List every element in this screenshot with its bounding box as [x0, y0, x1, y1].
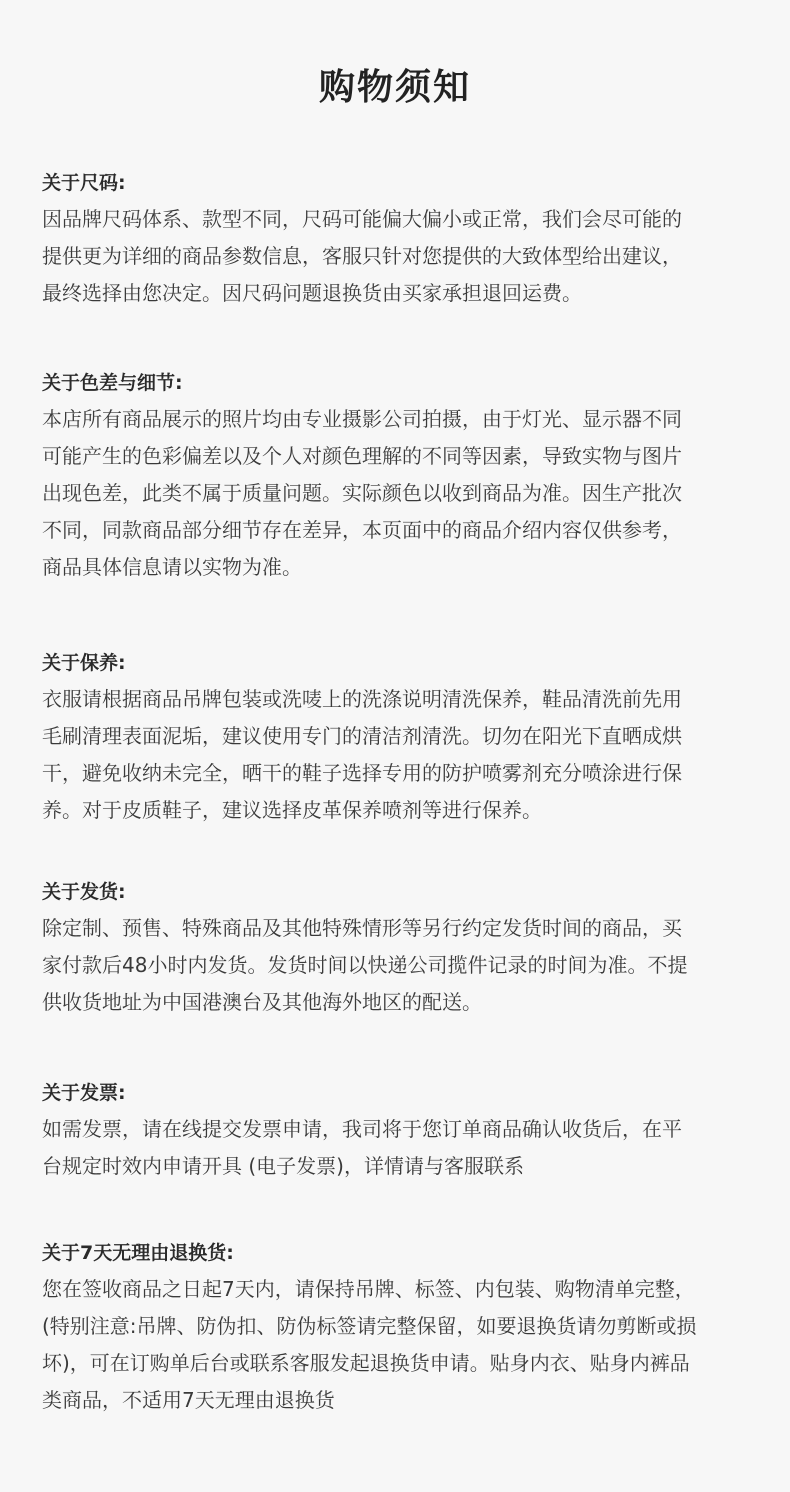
section-heading-care: 关于保养: [42, 652, 126, 674]
paragraph-line: (特别注意:吊牌、防伪扣、防伪标签请完整保留，如要退换货请勿剪断或损 [42, 1314, 697, 1338]
section-invoice [42, 1077, 758, 1185]
paragraph-line: 提供更为详细的商品参数信息，客服只针对您提供的大致体型给出建议， [42, 244, 682, 268]
section-seven-day-return [42, 1237, 758, 1419]
section-heading-size: 关于尺码: [42, 172, 126, 194]
paragraph-line: 坏)，可在订购单后台或联系客服发起退换货申请。贴身内衣、贴身内裤品 [42, 1351, 690, 1375]
paragraph-line: 类商品，不适用7天无理由退换货 [42, 1388, 335, 1412]
paragraph-line: 家付款后48小时内发货。发货时间以快递公司揽件记录的时间为准。不提 [42, 953, 688, 977]
paragraph-line: 除定制、预售、特殊商品及其他特殊情形等另行约定发货时间的商品，买 [42, 916, 682, 940]
paragraph-line: 台规定时效内申请开具 (电子发票)，详情请与客服联系 [42, 1154, 524, 1178]
section-body-care [42, 681, 758, 829]
paragraph-line: 您在签收商品之日起7天内，请保持吊牌、标签、内包装、购物清单完整， [42, 1277, 695, 1301]
paragraph-line: 不同，同款商品部分细节存在差异，本页面中的商品介绍内容仅供参考， [42, 518, 682, 542]
paragraph-line: 干，避免收纳未完全，晒干的鞋子选择专用的防护喷雾剂充分喷涂进行保 [42, 761, 682, 785]
section-color-detail [42, 367, 758, 586]
section-heading-color-detail: 关于色差与细节: [42, 372, 183, 394]
page-title: 购物须知 [318, 67, 471, 108]
paragraph-line: 商品具体信息请以实物为准。 [42, 555, 302, 579]
paragraph-line: 供收货地址为中国港澳台及其他海外地区的配送。 [42, 990, 482, 1014]
section-heading-invoice: 关于发票: [42, 1082, 126, 1104]
section-heading-shipping: 关于发货: [42, 881, 126, 903]
paragraph-line: 养。对于皮质鞋子，建议选择皮革保养喷剂等进行保养。 [42, 798, 542, 822]
section-body-color-detail [42, 401, 758, 586]
section-shipping [42, 876, 758, 1021]
section-body-shipping [42, 910, 758, 1021]
section-heading-seven-day-return: 关于7天无理由退换货: [42, 1242, 234, 1264]
section-care [42, 647, 758, 829]
section-size [42, 167, 758, 312]
paragraph-line: 毛刷清理表面泥垢，建议使用专门的清洁剂清洗。切勿在阳光下直晒成烘 [42, 724, 682, 748]
paragraph-line: 出现色差，此类不属于质量问题。实际颜色以收到商品为准。因生产批次 [42, 481, 682, 505]
paragraph-line: 因品牌尺码体系、款型不同，尺码可能偏大偏小或正常，我们会尽可能的 [42, 207, 682, 231]
paragraph-line: 最终选择由您决定。因尺码问题退换货由买家承担退回运费。 [42, 281, 582, 305]
paragraph-line: 可能产生的色彩偏差以及个人对颜色理解的不同等因素，导致实物与图片 [42, 444, 682, 468]
paragraph-line: 本店所有商品展示的照片均由专业摄影公司拍摄，由于灯光、显示器不同 [42, 407, 682, 431]
section-body-invoice [42, 1111, 758, 1185]
section-body-size [42, 201, 758, 312]
section-body-seven-day-return [42, 1271, 758, 1419]
paragraph-line: 衣服请根据商品吊牌包装或洗唛上的洗涤说明清洗保养，鞋品清洗前先用 [42, 687, 682, 711]
paragraph-line: 如需发票，请在线提交发票申请，我司将于您订单商品确认收货后，在平 [42, 1117, 682, 1141]
